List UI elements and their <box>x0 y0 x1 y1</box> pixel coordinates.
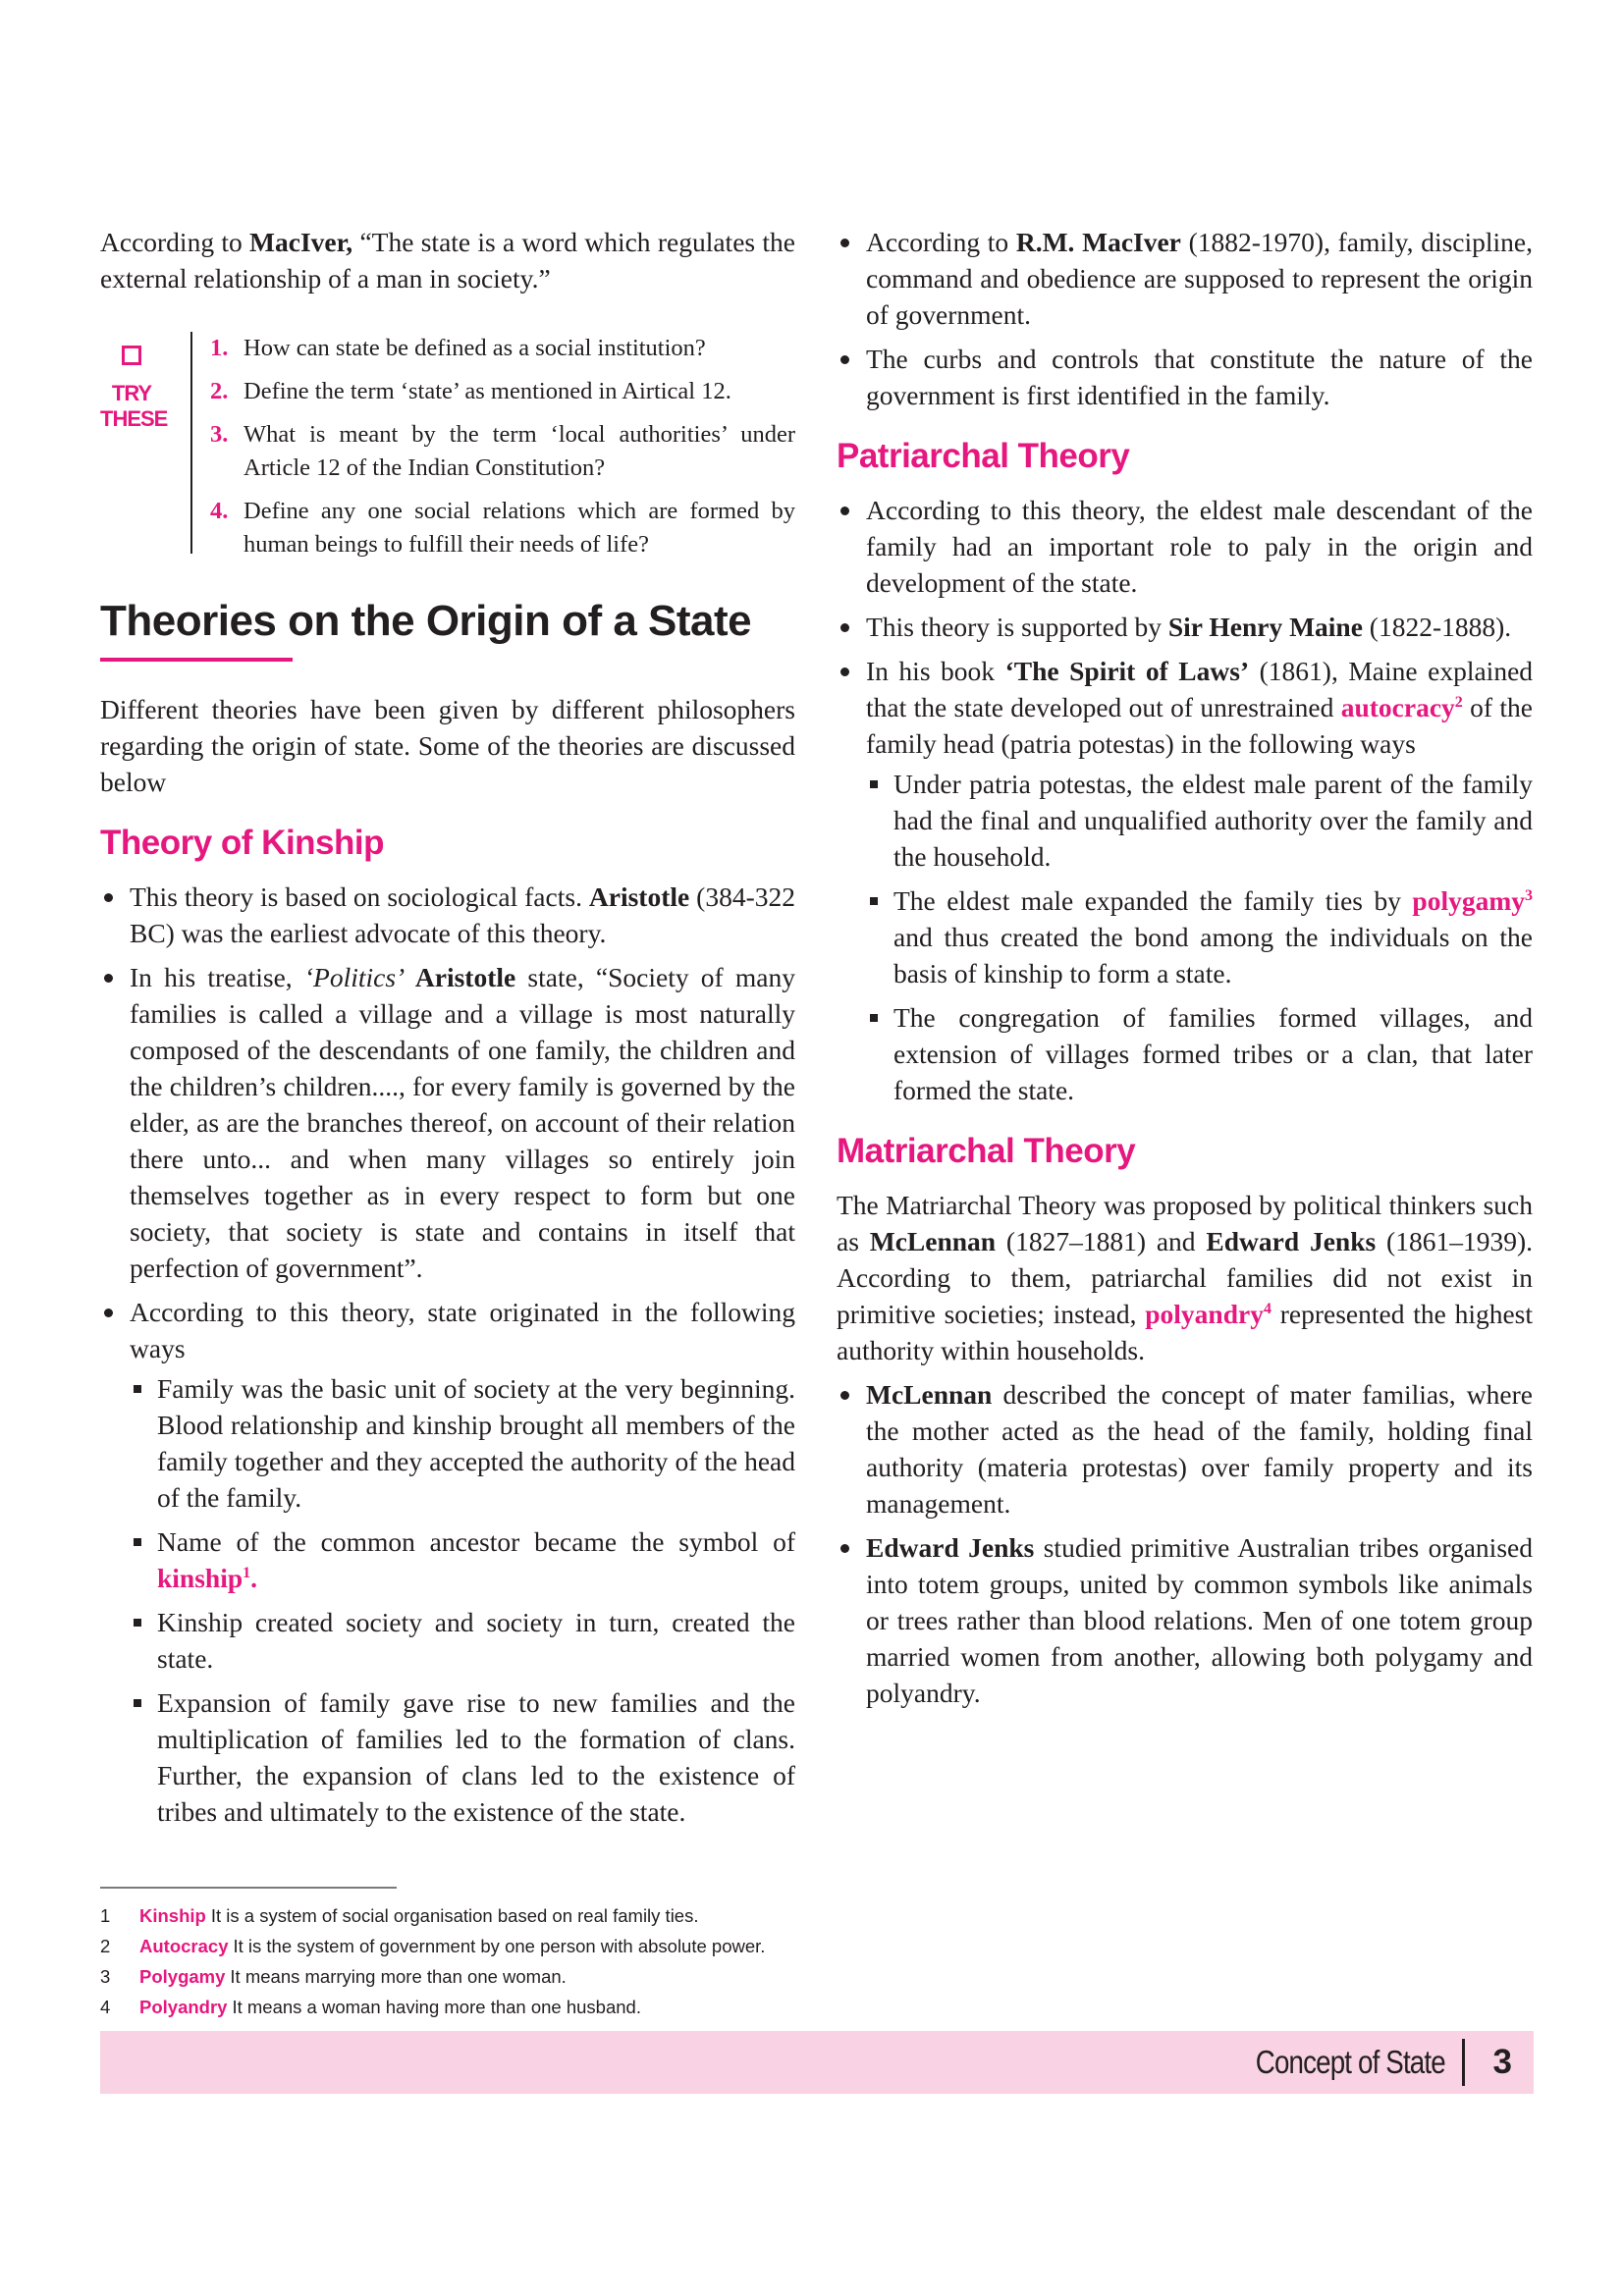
right-column <box>837 224 1533 1719</box>
footer-divider <box>1462 2039 1465 2086</box>
list-item: This theory is based on sociological facts. Aristotle (384-322 BC) was the earliest advocate of this theory. <box>100 879 795 951</box>
list-item: According to this theory, state originated in the following ways Family was the basic unit of society at the very beginning. Blood relationship and kinship brought all members of the family together and they accepted the authority of the head of the family. Name of the common ancestor became the symbol of kinship$^1$. Kinship created society and society in turn, created the state. Expansion of family gave rise to new families and the multiplication of families led to the formation of clans. Further, the expansion of clans led to the existence of tribes and ultimately to the existence of the state. <box>100 1294 795 1830</box>
heading-underline <box>100 658 293 662</box>
sub-list-item: Under patria potestas, the eldest male parent of the family had the final and unqualified authority over the family and the household. <box>866 766 1533 875</box>
footnotes <box>100 1900 984 2022</box>
list-item: In his book ‘The Spirit of Laws’ (1861), Maine explained that the state developed out of unrestrained autocracy$^2$ of the family head (patria potestas) in the following ways Under patria potestas, the eldest male parent of the family had the final and unqualified authority over the family and the household. The eldest male expanded the family ties by polygamy$^3$ and thus created the bond among the individuals on the basis of kinship to form a state. The congregation of families formed villages, and extension of villages formed tribes or a clan, that later formed the state. <box>837 653 1533 1108</box>
matriarchal-bullets <box>837 1376 1533 1711</box>
theories-intro: Different theories have been given by different philosophers regarding the origin of state. Some of the theories are discussed below <box>100 694 795 797</box>
try-these-divider <box>190 332 192 554</box>
matriarchal-intro: The Matriarchal Theory was proposed by political thinkers such as McLennan (1827–1881) and Edward Jenks (1861–1939). According to them, patriarchal families did not exist in primitive societies; instead, polyandry$^4$ represented the highest authority within households. <box>837 1190 1534 1365</box>
checkbox-square-icon <box>122 346 141 365</box>
footnote-item: 3 Polygamy It means marrying more than one woman. <box>100 1966 567 1987</box>
question-item: 1. How can state be defined as a social institution? <box>210 335 706 361</box>
list-item: Edward Jenks studied primitive Australian tribes organised into totem groups, united by common symbols like animals or trees rather than blood relations. Men of one totem group married women from another, allowing both polygamy and polyandry. <box>837 1529 1533 1711</box>
list-item: According to this theory, the eldest male descendant of the family had an important role to paly in the origin and development of the state. <box>837 492 1533 601</box>
kinship-subpoints <box>130 1370 795 1830</box>
list-item: This theory is supported by Sir Henry Maine (1822-1888). <box>837 609 1533 645</box>
footnote-item: 1 Kinship It is a system of social organisation based on real family ties. <box>100 1905 699 1926</box>
question-item: 3. What is meant by the term ‘local authorities’ under Article 12 of the Indian Constitution? <box>210 421 795 481</box>
question-item: 2. Define the term ‘state’ as mentioned in Airtical 12. <box>210 378 731 404</box>
page-number: 3 <box>1492 2043 1512 2081</box>
list-item: McLennan described the concept of mater familias, where the mother acted as the head of the family, holding final authority (materia protestas) over family property and its management. <box>837 1376 1533 1522</box>
try-these-box <box>100 332 795 558</box>
maciver-bullets <box>837 224 1533 413</box>
sub-list-item: Name of the common ancestor became the symbol of kinship$^1$. <box>130 1523 795 1596</box>
patriarchal-subpoints <box>866 766 1533 1108</box>
sub-list-item: Expansion of family gave rise to new families and the multiplication of families led to the formation of clans. Further, the expansion of clans led to the existence of tribes and ultimately to the existence of the state. <box>130 1684 795 1830</box>
main-heading: Theories on the Origin of a State <box>100 597 752 645</box>
sub-list-item: The eldest male expanded the family ties by polygamy$^3$ and thus created the bond among the individuals on the basis of kinship to form a state. <box>866 882 1533 991</box>
try-these-questions <box>210 332 795 571</box>
sub-list-item: Kinship created society and society in turn, created the state. <box>130 1604 795 1677</box>
footnote-rule <box>100 1887 397 1889</box>
chapter-title: Concept of State <box>1255 2044 1445 2080</box>
page-footer <box>100 2031 1534 2094</box>
question-item: 4. Define any one social relations which are formed by human beings to fulfill their needs of life? <box>210 498 795 558</box>
left-column <box>100 224 795 1838</box>
list-item: According to R.M. MacIver (1882-1970), family, discipline, command and obedience are supposed to represent the origin of government. <box>837 224 1533 333</box>
kinship-heading: Theory of Kinship <box>100 824 384 862</box>
list-item: In his treatise, ‘Politics’ Aristotle state, “Society of many families is called a village and a village is most naturally composed of the descendants of one family, the children and the children’s children...., for every family is governed by the elder, as are the branches thereof, on account of their relation there unto... and when many villages so entirely join themselves together as in every respect to form but one society, that society is state and contains in itself that perfection of government”. <box>100 959 795 1286</box>
matriarchal-heading: Matriarchal Theory <box>837 1132 1136 1170</box>
sub-list-item: The congregation of families formed villages, and extension of villages formed tribes or a clan, that later formed the state. <box>866 999 1533 1108</box>
macIver-quote: According to MacIver, “The state is a word which regulates the external relationship of a man in society.” <box>100 227 795 294</box>
patriarchal-bullets <box>837 492 1533 1108</box>
sub-list-item: Family was the basic unit of society at the very beginning. Blood relationship and kinship brought all members of the family together and they accepted the authority of the head of the family. <box>130 1370 795 1516</box>
patriarchal-heading: Patriarchal Theory <box>837 437 1130 475</box>
list-item: The curbs and controls that constitute the nature of the government is first identified in the family. <box>837 341 1533 413</box>
try-these-label: TRY THESE <box>100 346 163 432</box>
footnote-item: 4 Polyandry It means a woman having more than one husband. <box>100 1997 641 2017</box>
footnote-item: 2 Autocracy It is the system of government by one person with absolute power. <box>100 1936 766 1956</box>
kinship-bullets <box>100 879 795 1830</box>
